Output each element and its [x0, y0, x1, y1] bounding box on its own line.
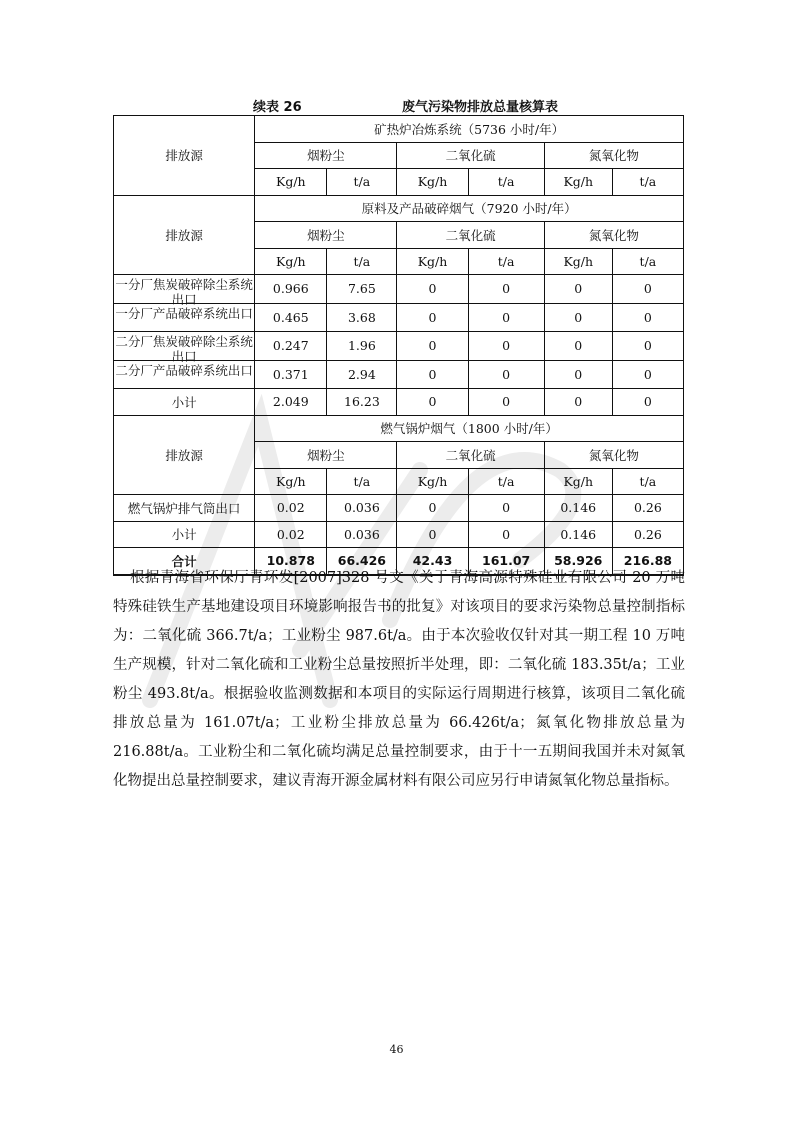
row-label [114, 389, 255, 416]
row-label-text: 二分厂产品破碎系统出口 [115, 362, 253, 378]
value-cell: 0 [397, 521, 468, 548]
pollutant-header: 二氧化硫 [397, 442, 544, 469]
unit-header: t/a [327, 468, 397, 495]
unit-header: t/a [612, 248, 683, 275]
page-number: 46 [389, 1043, 404, 1056]
value-cell: 2.049 [255, 389, 327, 416]
value-cell: 0 [612, 332, 683, 361]
table-number: 续表 26 [253, 100, 302, 115]
unit-header: t/a [468, 169, 544, 196]
table-row [114, 275, 684, 304]
table-row [114, 360, 684, 389]
table-row [114, 303, 684, 332]
total-value: 66.426 [327, 548, 397, 575]
value-cell: 0.26 [612, 495, 683, 522]
unit-header: t/a [612, 169, 683, 196]
value-cell: 0.146 [544, 495, 612, 522]
value-cell: 0 [397, 389, 468, 416]
row-label-text: 小计 [171, 394, 197, 410]
table-row [114, 389, 684, 416]
value-cell: 0.036 [327, 521, 397, 548]
value-cell: 0.966 [255, 275, 327, 304]
source-header: 排放源 [114, 415, 255, 495]
pollutant-header: 氮氧化物 [544, 142, 683, 169]
value-cell: 0 [544, 275, 612, 304]
total-value: 10.878 [255, 548, 327, 575]
value-cell: 0 [468, 360, 544, 389]
row-label [114, 303, 255, 332]
section-title-row [114, 195, 684, 222]
value-cell: 2.94 [327, 360, 397, 389]
total-value: 216.88 [612, 548, 683, 575]
section-title-row [114, 116, 684, 143]
section-title-row [114, 415, 684, 442]
unit-header: t/a [468, 248, 544, 275]
row-label-text: 一分厂产品破碎系统出口 [115, 305, 253, 321]
unit-header: t/a [612, 468, 683, 495]
section-title: 矿热炉冶炼系统（5736 小时/年） [255, 116, 684, 143]
table-row [114, 521, 684, 548]
value-cell: 0.146 [544, 521, 612, 548]
value-cell: 3.68 [327, 303, 397, 332]
unit-header: Kg/h [397, 468, 468, 495]
total-value: 42.43 [397, 548, 468, 575]
value-cell: 0 [612, 275, 683, 304]
value-cell: 0 [612, 303, 683, 332]
row-label-text: 燃气锅炉排气筒出口 [127, 500, 241, 516]
value-cell: 0 [397, 275, 468, 304]
unit-header: Kg/h [544, 468, 612, 495]
total-value: 58.926 [544, 548, 612, 575]
emissions-table [113, 115, 684, 576]
value-cell: 0 [397, 303, 468, 332]
row-label [114, 521, 255, 548]
row-label [114, 332, 255, 364]
table-row [114, 332, 684, 361]
unit-header: Kg/h [397, 169, 468, 196]
value-cell: 0 [544, 389, 612, 416]
unit-header: t/a [327, 169, 397, 196]
value-cell: 0.02 [255, 521, 327, 548]
value-cell: 0 [468, 332, 544, 361]
row-label [114, 495, 255, 522]
body-paragraph: 根据青海省环保厅青环发[2007]328 号文《关于青海高源特殊硅业有限公司 20 万吨特殊硅铁生产基地建设项目环境影响报告书的批复》对该项目的要求污染物总量控制指标为：二氧化硫 366.7t/a；工业粉尘 987.6t/a。由于本次验收仅针对其一期工程 10 万吨生产规模，针对二氧化硫和工业粉尘总量按照折半处理，即：二氧化硫 183.35t/a；工业粉尘 493.8t/a。根据验收监测数据和本项目的实际运行周期进行核算，该项目二氧化硫排放总量为 161.07t/a；工业粉尘排放总量为 66.426t/a；氮氧化物排放总量为 216.88t/a。工业粉尘和二氧化硫均满足总量控制要求，由于十一五期间我国并未对氮氧化物提出总量控制要求，建议青海开源金属材料有限公司应另行申请氮氧化物总量指标。 [113, 570, 685, 789]
table-title: 废气污染物排放总量核算表 [402, 100, 559, 115]
row-label [114, 360, 255, 389]
value-cell: 0 [468, 521, 544, 548]
value-cell: 0 [468, 495, 544, 522]
unit-header: t/a [327, 248, 397, 275]
pollutant-header: 烟粉尘 [255, 222, 397, 249]
row-label-text: 小计 [171, 527, 197, 543]
unit-header: Kg/h [255, 169, 327, 196]
value-cell: 0 [397, 495, 468, 522]
unit-header: Kg/h [544, 169, 612, 196]
row-label [114, 275, 255, 307]
unit-header: t/a [468, 468, 544, 495]
pollutant-header: 二氧化硫 [397, 222, 544, 249]
section-title: 燃气锅炉烟气（1800 小时/年） [255, 415, 684, 442]
value-cell: 16.23 [327, 389, 397, 416]
unit-header: Kg/h [255, 468, 327, 495]
source-header: 排放源 [114, 116, 255, 196]
value-cell: 0.036 [327, 495, 397, 522]
value-cell: 0 [544, 360, 612, 389]
value-cell: 0.26 [612, 521, 683, 548]
value-cell: 0.465 [255, 303, 327, 332]
value-cell: 7.65 [327, 275, 397, 304]
value-cell: 0.371 [255, 360, 327, 389]
table-row [114, 495, 684, 522]
row-label-text: 一分厂焦炭破碎除尘系统出口 [115, 277, 253, 307]
pollutant-header: 氮氧化物 [544, 442, 683, 469]
value-cell: 0 [468, 275, 544, 304]
unit-header: Kg/h [397, 248, 468, 275]
pollutant-header: 二氧化硫 [397, 142, 544, 169]
row-label-text: 二分厂焦炭破碎除尘系统出口 [115, 334, 253, 364]
source-header: 排放源 [114, 195, 255, 275]
pollutant-header: 氮氧化物 [544, 222, 683, 249]
total-label: 合计 [114, 548, 255, 575]
total-value: 161.07 [468, 548, 544, 575]
value-cell: 0 [544, 332, 612, 361]
value-cell: 0 [612, 389, 683, 416]
value-cell: 0.02 [255, 495, 327, 522]
value-cell: 0 [544, 303, 612, 332]
value-cell: 0 [397, 332, 468, 361]
unit-header: Kg/h [544, 248, 612, 275]
pollutant-header: 烟粉尘 [255, 442, 397, 469]
value-cell: 0 [397, 360, 468, 389]
value-cell: 0 [468, 303, 544, 332]
value-cell: 1.96 [327, 332, 397, 361]
value-cell: 0 [612, 360, 683, 389]
pollutant-header: 烟粉尘 [255, 142, 397, 169]
unit-header: Kg/h [255, 248, 327, 275]
section-title: 原料及产品破碎烟气（7920 小时/年） [255, 195, 684, 222]
value-cell: 0.247 [255, 332, 327, 361]
value-cell: 0 [468, 389, 544, 416]
